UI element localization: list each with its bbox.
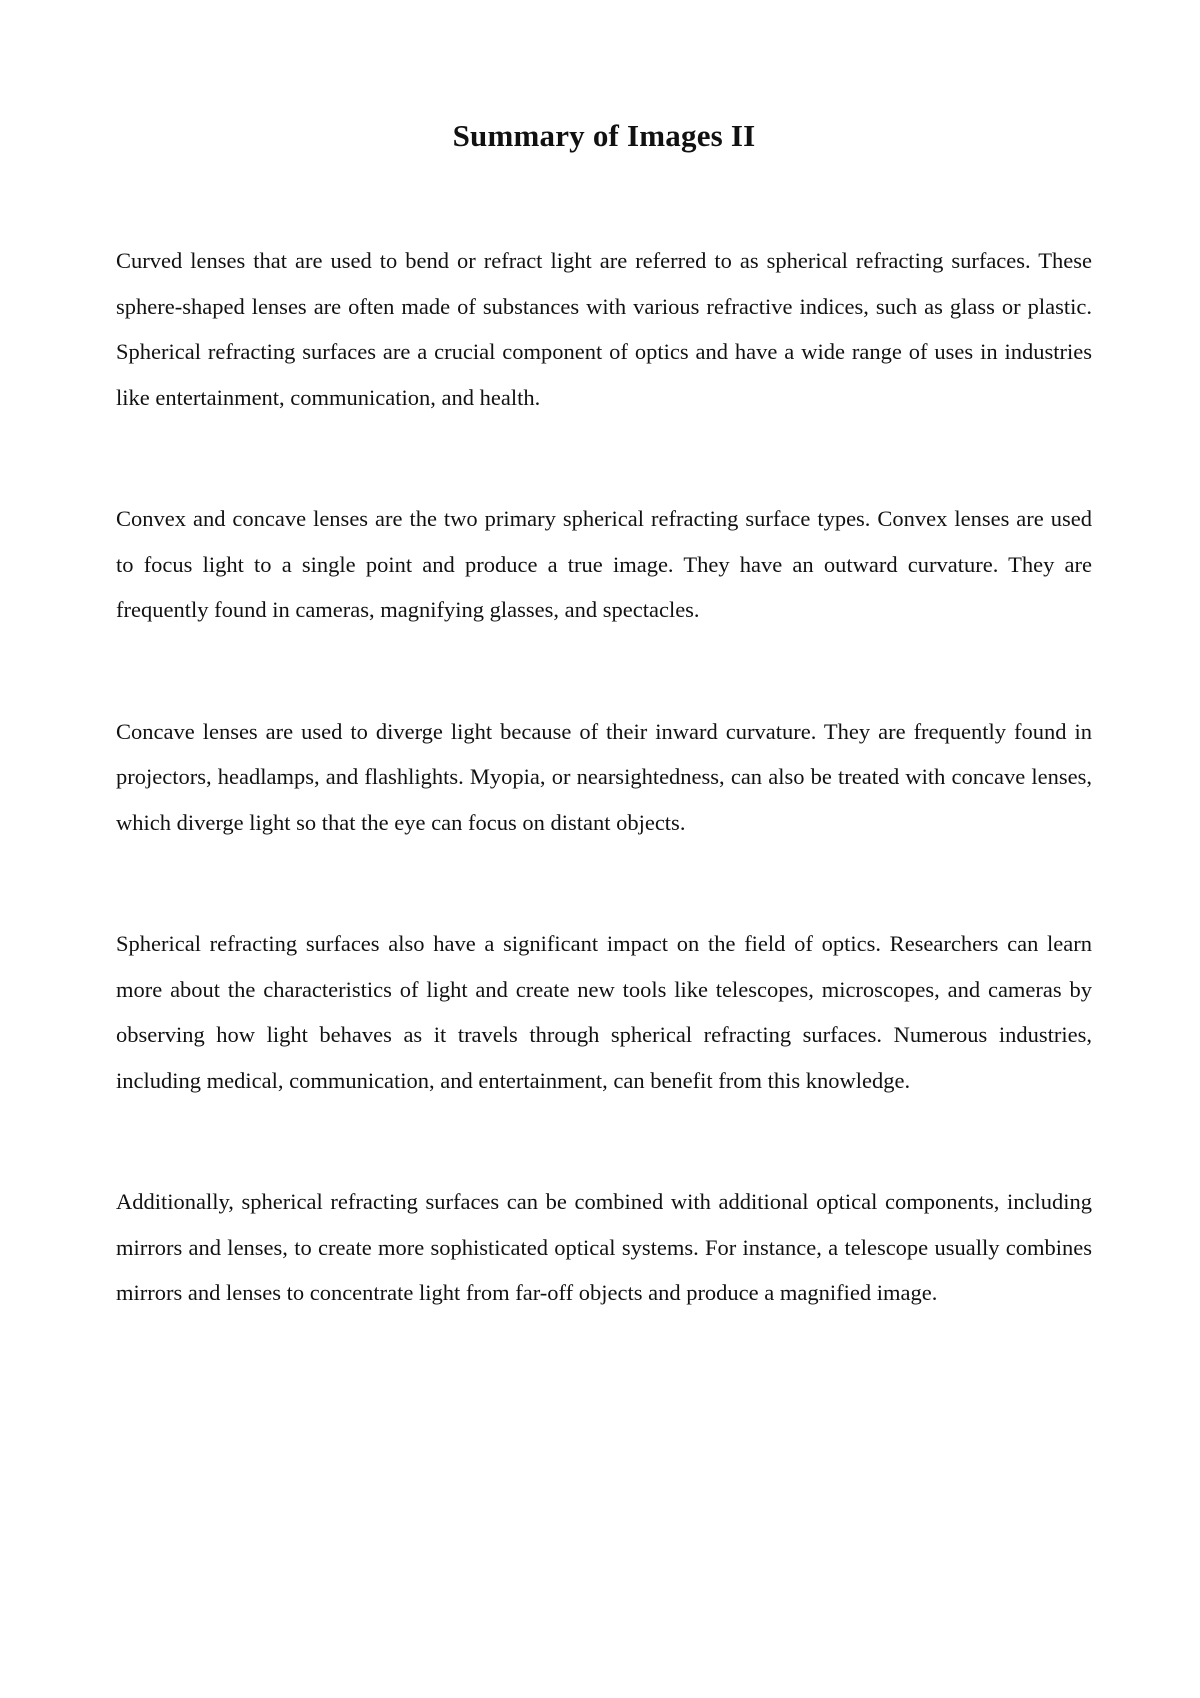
paragraph-3: Concave lenses are used to diverge light because of their inward curvature. They are frequently found in projectors, headlamps, and flashlights. Myopia, or nearsightedness, can also be treated with concave lenses, which diverge light so that the eye can focus on distant objects. xyxy=(116,718,1092,835)
paragraph-2: Convex and concave lenses are the two primary spherical refracting surface types. Convex lenses are used to focus light to a single point and produce a true image. They have an outward curvature. They are frequently found in cameras, magnifying glasses, and spectacles. xyxy=(116,506,1092,622)
document-body xyxy=(116,238,1092,1316)
paragraph-1: Curved lenses that are used to bend or refract light are referred to as spherical refracting surfaces. These sphere-shaped lenses are often made of substances with various refractive indices, such as glass or plastic. Spherical refracting surfaces are a crucial component of optics and have a wide range of uses in industries like entertainment, communication, and health. xyxy=(116,248,1092,410)
paragraph-5: Additionally, spherical refracting surfaces can be combined with additional optical components, including mirrors and lenses, to create more sophisticated optical systems. For instance, a telescope usually combines mirrors and lenses to concentrate light from far-off objects and produce a magnified image. xyxy=(116,1189,1092,1305)
paragraph-4: Spherical refracting surfaces also have a significant impact on the field of optics. Researchers can learn more about the characteristics of light and create new tools like telescopes, microscopes, and cameras by observing how light behaves as it travels through spherical refracting surfaces. Numerous industries, including medical, communication, and entertainment, can benefit from this knowledge. xyxy=(116,931,1092,1093)
document-title: Summary of Images II xyxy=(452,118,756,153)
